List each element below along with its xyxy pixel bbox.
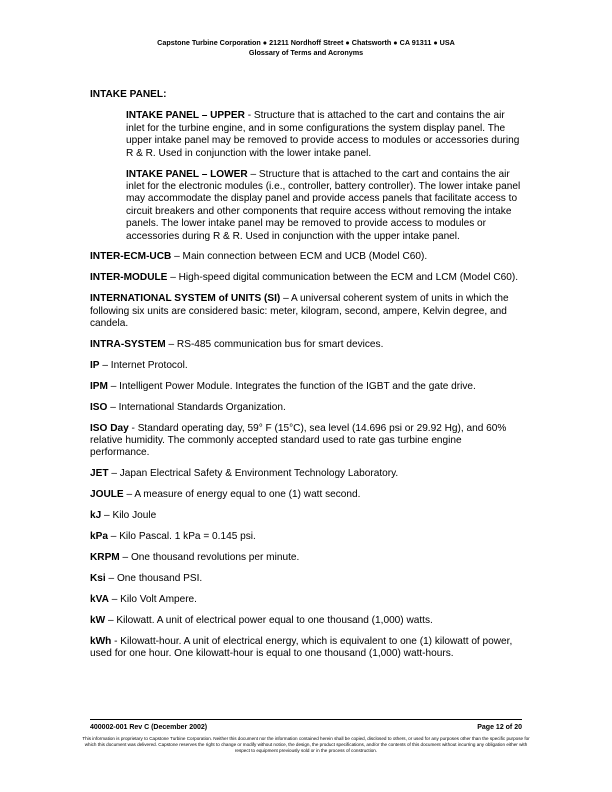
proprietary-disclaimer: This information is proprietary to Capstone Turbine Corporation. Neither this document nor the information contained herein shall be copied, disclosed to others, or used for any purposes other than the specific purpose for which this document was delivered. Capstone reserves the right to change or modify without notice, the design, the product specifications, and/or the contents of this document without incurring any obligation either with respect to equipment previously sold or in the process of construction.: [82, 736, 530, 753]
glossary-definition: - Kilowatt-hour. A unit of electrical energy, which is equivalent to one (1) kilowatt of power, used for one hour. One kilowatt-hour is equal to one thousand (1,000) watt-hours.: [90, 635, 513, 659]
glossary-term: IP: [90, 359, 100, 371]
glossary-term: INTAKE PANEL – UPPER: [126, 110, 245, 122]
glossary-entry: [90, 594, 522, 606]
glossary-entry: [90, 381, 522, 393]
glossary-term: ISO: [90, 401, 108, 413]
glossary-entry: [90, 272, 522, 284]
document-id: 400002-001 Rev C (December 2002): [90, 724, 208, 731]
glossary-entry: [90, 423, 522, 460]
glossary-term: kW: [90, 614, 106, 626]
glossary-term: kWh: [90, 635, 112, 647]
glossary-entry: [126, 110, 522, 160]
glossary-definition: – One thousand revolutions per minute.: [119, 551, 300, 563]
glossary-entry: [90, 402, 522, 414]
section-heading: INTAKE PANEL:: [90, 89, 167, 100]
glossary-term: kVA: [90, 593, 109, 605]
glossary-entry: [90, 510, 522, 522]
glossary-entry: [90, 573, 522, 585]
header-company-line: Capstone Turbine Corporation ● 21211 Nordhoff Street ● Chatsworth ● CA 91311 ● USA: [157, 38, 455, 47]
glossary-entry: [90, 636, 522, 661]
glossary-term: JOULE: [90, 489, 124, 501]
page-number: Page 12 of 20: [477, 724, 522, 731]
glossary-definition: – High-speed digital communication between the ECM and LCM (Model C60).: [167, 272, 519, 284]
glossary-definition: - Structure that is attached to the cart and contains the air inlet for the turbine engine, and in some configurations the system display panel. The upper intake panel may be removed to provide access to modules or accessories during R & R. Used in conjunction with the lower intake panel.: [126, 110, 520, 159]
glossary-entry: [90, 531, 522, 543]
page-header: [0, 38, 612, 58]
glossary-term: ISO Day: [90, 422, 129, 434]
glossary-body: [90, 89, 522, 669]
glossary-definition: – Structure that is attached to the cart and contains the air inlet for the electronic modules (i.e., controller, battery controller). The lower intake panel may accommodate the display panel and provide access panels that facilitate access to circuit breakers and other components that require access without removing the intake panels. The lower intake panel may be removed to provide access to modules or accessories during R & R. Used in conjunction with the upper intake panel.: [126, 168, 521, 242]
glossary-entry: [90, 468, 522, 480]
glossary-entry: [90, 489, 522, 501]
glossary-term: INTAKE PANEL – LOWER: [126, 168, 248, 180]
header-title: Glossary of Terms and Acronyms: [248, 48, 364, 57]
glossary-entry: [90, 339, 522, 351]
glossary-definition: – Intelligent Power Module. Integrates the function of the IGBT and the gate drive.: [107, 380, 476, 392]
glossary-definition: – One thousand PSI.: [105, 572, 203, 584]
glossary-definition: – Japan Electrical Safety & Environment Technology Laboratory.: [108, 468, 399, 480]
glossary-term: JET: [90, 468, 109, 480]
glossary-term: INTER-ECM-UCB: [90, 251, 172, 263]
glossary-term: INTERNATIONAL SYSTEM of UNITS (SI): [90, 293, 281, 305]
glossary-term: kJ: [90, 510, 102, 522]
glossary-definition: - Standard operating day, 59° F (15°C), sea level (14.696 psi or 29.92 Hg), and 60% relative humidity. The commonly accepted standard used to rate gas turbine engine performance.: [90, 422, 507, 459]
glossary-definition: – A universal coherent system of units in which the following six units are considered basic: meter, kilogram, second, ampere, Kelvin degree, and candela.: [90, 293, 509, 330]
glossary-entry: [90, 615, 522, 627]
glossary-entry: [90, 552, 522, 564]
glossary-definition: – Kilo Volt Ampere.: [108, 593, 197, 605]
glossary-term: IPM: [90, 380, 108, 392]
footer-divider: [90, 719, 522, 720]
glossary-definition: – Kilo Pascal. 1 kPa = 0.145 psi.: [107, 531, 256, 543]
glossary-definition: – Internet Protocol.: [99, 359, 188, 371]
glossary-term: Ksi: [90, 572, 106, 584]
glossary-term: INTRA-SYSTEM: [90, 339, 166, 350]
glossary-entry: [90, 251, 522, 263]
glossary-definition: – Kilowatt. A unit of electrical power equal to one thousand (1,000) watts.: [105, 614, 433, 626]
glossary-term: KRPM: [90, 551, 120, 563]
glossary-entry: [90, 293, 522, 330]
glossary-definition: – Main connection between ECM and UCB (Model C60).: [171, 251, 428, 263]
glossary-term: kPa: [90, 531, 108, 543]
glossary-definition: – A measure of energy equal to one (1) watt second.: [123, 489, 361, 501]
glossary-definition: – International Standards Organization.: [107, 401, 286, 413]
glossary-term: INTER-MODULE: [90, 272, 168, 284]
glossary-definition: – Kilo Joule: [101, 510, 157, 522]
glossary-entry: [126, 169, 522, 243]
glossary-definition: – RS-485 communication bus for smart devices.: [165, 339, 384, 350]
glossary-entry: [90, 360, 522, 372]
